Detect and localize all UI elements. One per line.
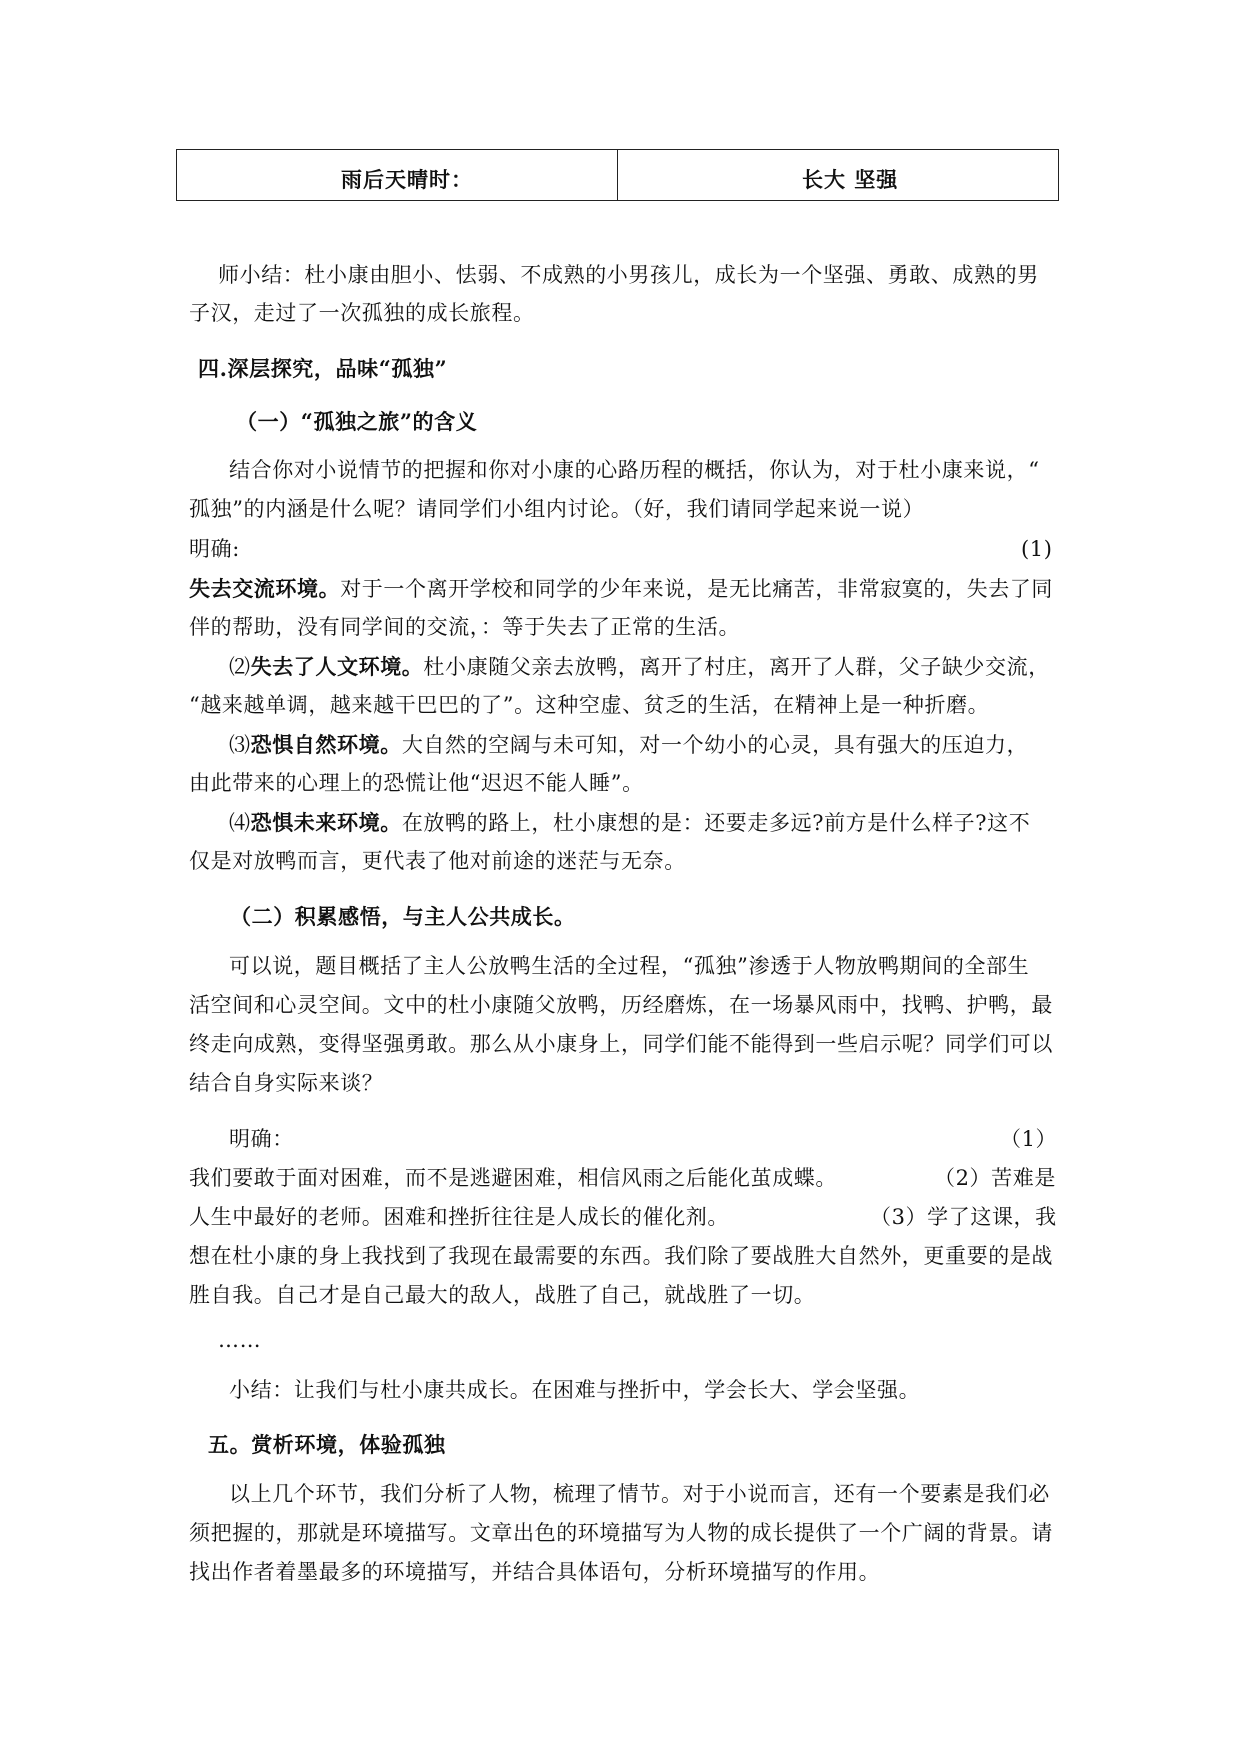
paragraph-line: 找出作者着墨最多的环境描写，并结合具体语句，分析环境描写的作用。 xyxy=(189,1560,881,1584)
paragraph-line: 小结：让我们与杜小康共成长。在困难与挫折中，学会长大、学会坚强。 xyxy=(229,1378,921,1402)
item-text: 杜小康随父亲去放鸭，离开了村庄，离开了人群，父子缺少交流， xyxy=(423,655,1050,679)
ellipsis: …… xyxy=(218,1328,262,1352)
item-title: 恐惧自然环境。 xyxy=(250,732,402,757)
paragraph-line xyxy=(189,578,1053,600)
paragraph-line: 胜自我。自己才是自己最大的敌人，战胜了自己，就战胜了一切。 xyxy=(189,1283,816,1307)
item-title: 失去了人文环境。 xyxy=(250,654,424,679)
table-divider xyxy=(617,150,618,200)
paragraph-line: 结合你对小说情节的把握和你对小康的心路历程的概括，你认为，对于杜小康来说，“ xyxy=(229,458,1040,482)
item-text: 对于一个离开学校和同学的少年来说，是无比痛苦，非常寂寞的，失去了同 xyxy=(340,577,1053,601)
paragraph-line: （3）学了这课，我 xyxy=(870,1205,1057,1229)
paragraph-line: 我们要敢于面对困难，而不是逃避困难，相信风雨之后能化茧成蝶。 xyxy=(189,1166,837,1190)
item-title: 失去交流环境。 xyxy=(189,576,341,601)
paragraph-line: 结合自身实际来谈？ xyxy=(189,1071,384,1095)
item-number: ⑵ xyxy=(229,655,251,679)
paragraph-line: 伴的帮助，没有同学间的交流，：等于失去了正常的生活。 xyxy=(189,615,741,639)
subsection-2-heading: （二）积累感悟，与主人公共成长。 xyxy=(230,904,576,929)
paragraph-line xyxy=(229,656,1050,678)
item-number: ⑶ xyxy=(229,733,251,757)
paragraph-line: 孤独”的内涵是什么呢？请同学们小组内讨论。（好，我们请同学起来说一说） xyxy=(189,497,925,521)
paragraph-line: 以上几个环节，我们分析了人物，梳理了情节。对于小说而言，还有一个要素是我们必 xyxy=(229,1482,1050,1506)
table-cell-left: 雨后天晴时： xyxy=(341,167,473,192)
item-number: （1） xyxy=(1000,1127,1058,1151)
paragraph-line: 由此带来的心理上的恐慌让他“迟迟不能人睡”。 xyxy=(189,771,644,795)
paragraph-line: 活空间和心灵空间。文中的杜小康随父放鸭，历经磨炼，在一场暴风雨中，找鸭、护鸭，最 xyxy=(189,993,1053,1017)
paragraph-line: 想在杜小康的身上我找到了我现在最需要的东西。我们除了要战胜大自然外，更重要的是战 xyxy=(189,1244,1053,1268)
item-number: (1) xyxy=(1021,537,1053,561)
item-text: 在放鸭的路上，杜小康想的是：还要走多远?前方是什么样子?这不 xyxy=(401,811,1031,835)
paragraph-line: 可以说，题目概括了主人公放鸭生活的全过程，“孤独”渗透于人物放鸭期间的全部生 xyxy=(229,954,1030,978)
paragraph-line xyxy=(229,812,1030,834)
summary-table xyxy=(176,149,1059,201)
clarify-label: 明确: xyxy=(189,537,240,561)
table-cell-right: 长大 坚强 xyxy=(802,167,899,192)
paragraph-line: 终走向成熟，变得坚强勇敢。那么从小康身上，同学们能不能得到一些启示呢？同学们可以 xyxy=(189,1032,1053,1056)
subsection-1-heading: （一）“孤独之旅”的含义 xyxy=(236,409,478,434)
paragraph-line xyxy=(229,734,1028,756)
paragraph-line: “越来越单调，越来越干巴巴的了”。这种空虚、贫乏的生活，在精神上是一种折磨。 xyxy=(189,693,990,717)
item-text: 大自然的空阔与未可知，对一个幼小的心灵，具有强大的压迫力， xyxy=(401,733,1029,757)
teacher-summary-line-1: 师小结：杜小康由胆小、怯弱、不成熟的小男孩儿，成长为一个坚强、勇敢、成熟的男 xyxy=(218,263,1039,287)
item-title: 恐惧未来环境。 xyxy=(250,810,402,835)
section-5-heading: 五。赏析环境，体验孤独 xyxy=(208,1432,446,1457)
section-4-heading: 四.深层探究，品味“孤独” xyxy=(198,356,448,381)
clarify-label: 明确： xyxy=(229,1127,294,1151)
paragraph-line: 人生中最好的老师。困难和挫折往往是人成长的催化剂。 xyxy=(189,1205,729,1229)
paragraph-line: 须把握的，那就是环境描写。文章出色的环境描写为人物的成长提供了一个广阔的背景。请 xyxy=(189,1521,1053,1545)
paragraph-line: 仅是对放鸭而言，更代表了他对前途的迷茫与无奈。 xyxy=(189,849,686,873)
paragraph-line: （2）苦难是 xyxy=(934,1166,1056,1190)
item-number: ⑷ xyxy=(229,811,251,835)
teacher-summary-line-2: 子汉，走过了一次孤独的成长旅程。 xyxy=(189,301,535,325)
